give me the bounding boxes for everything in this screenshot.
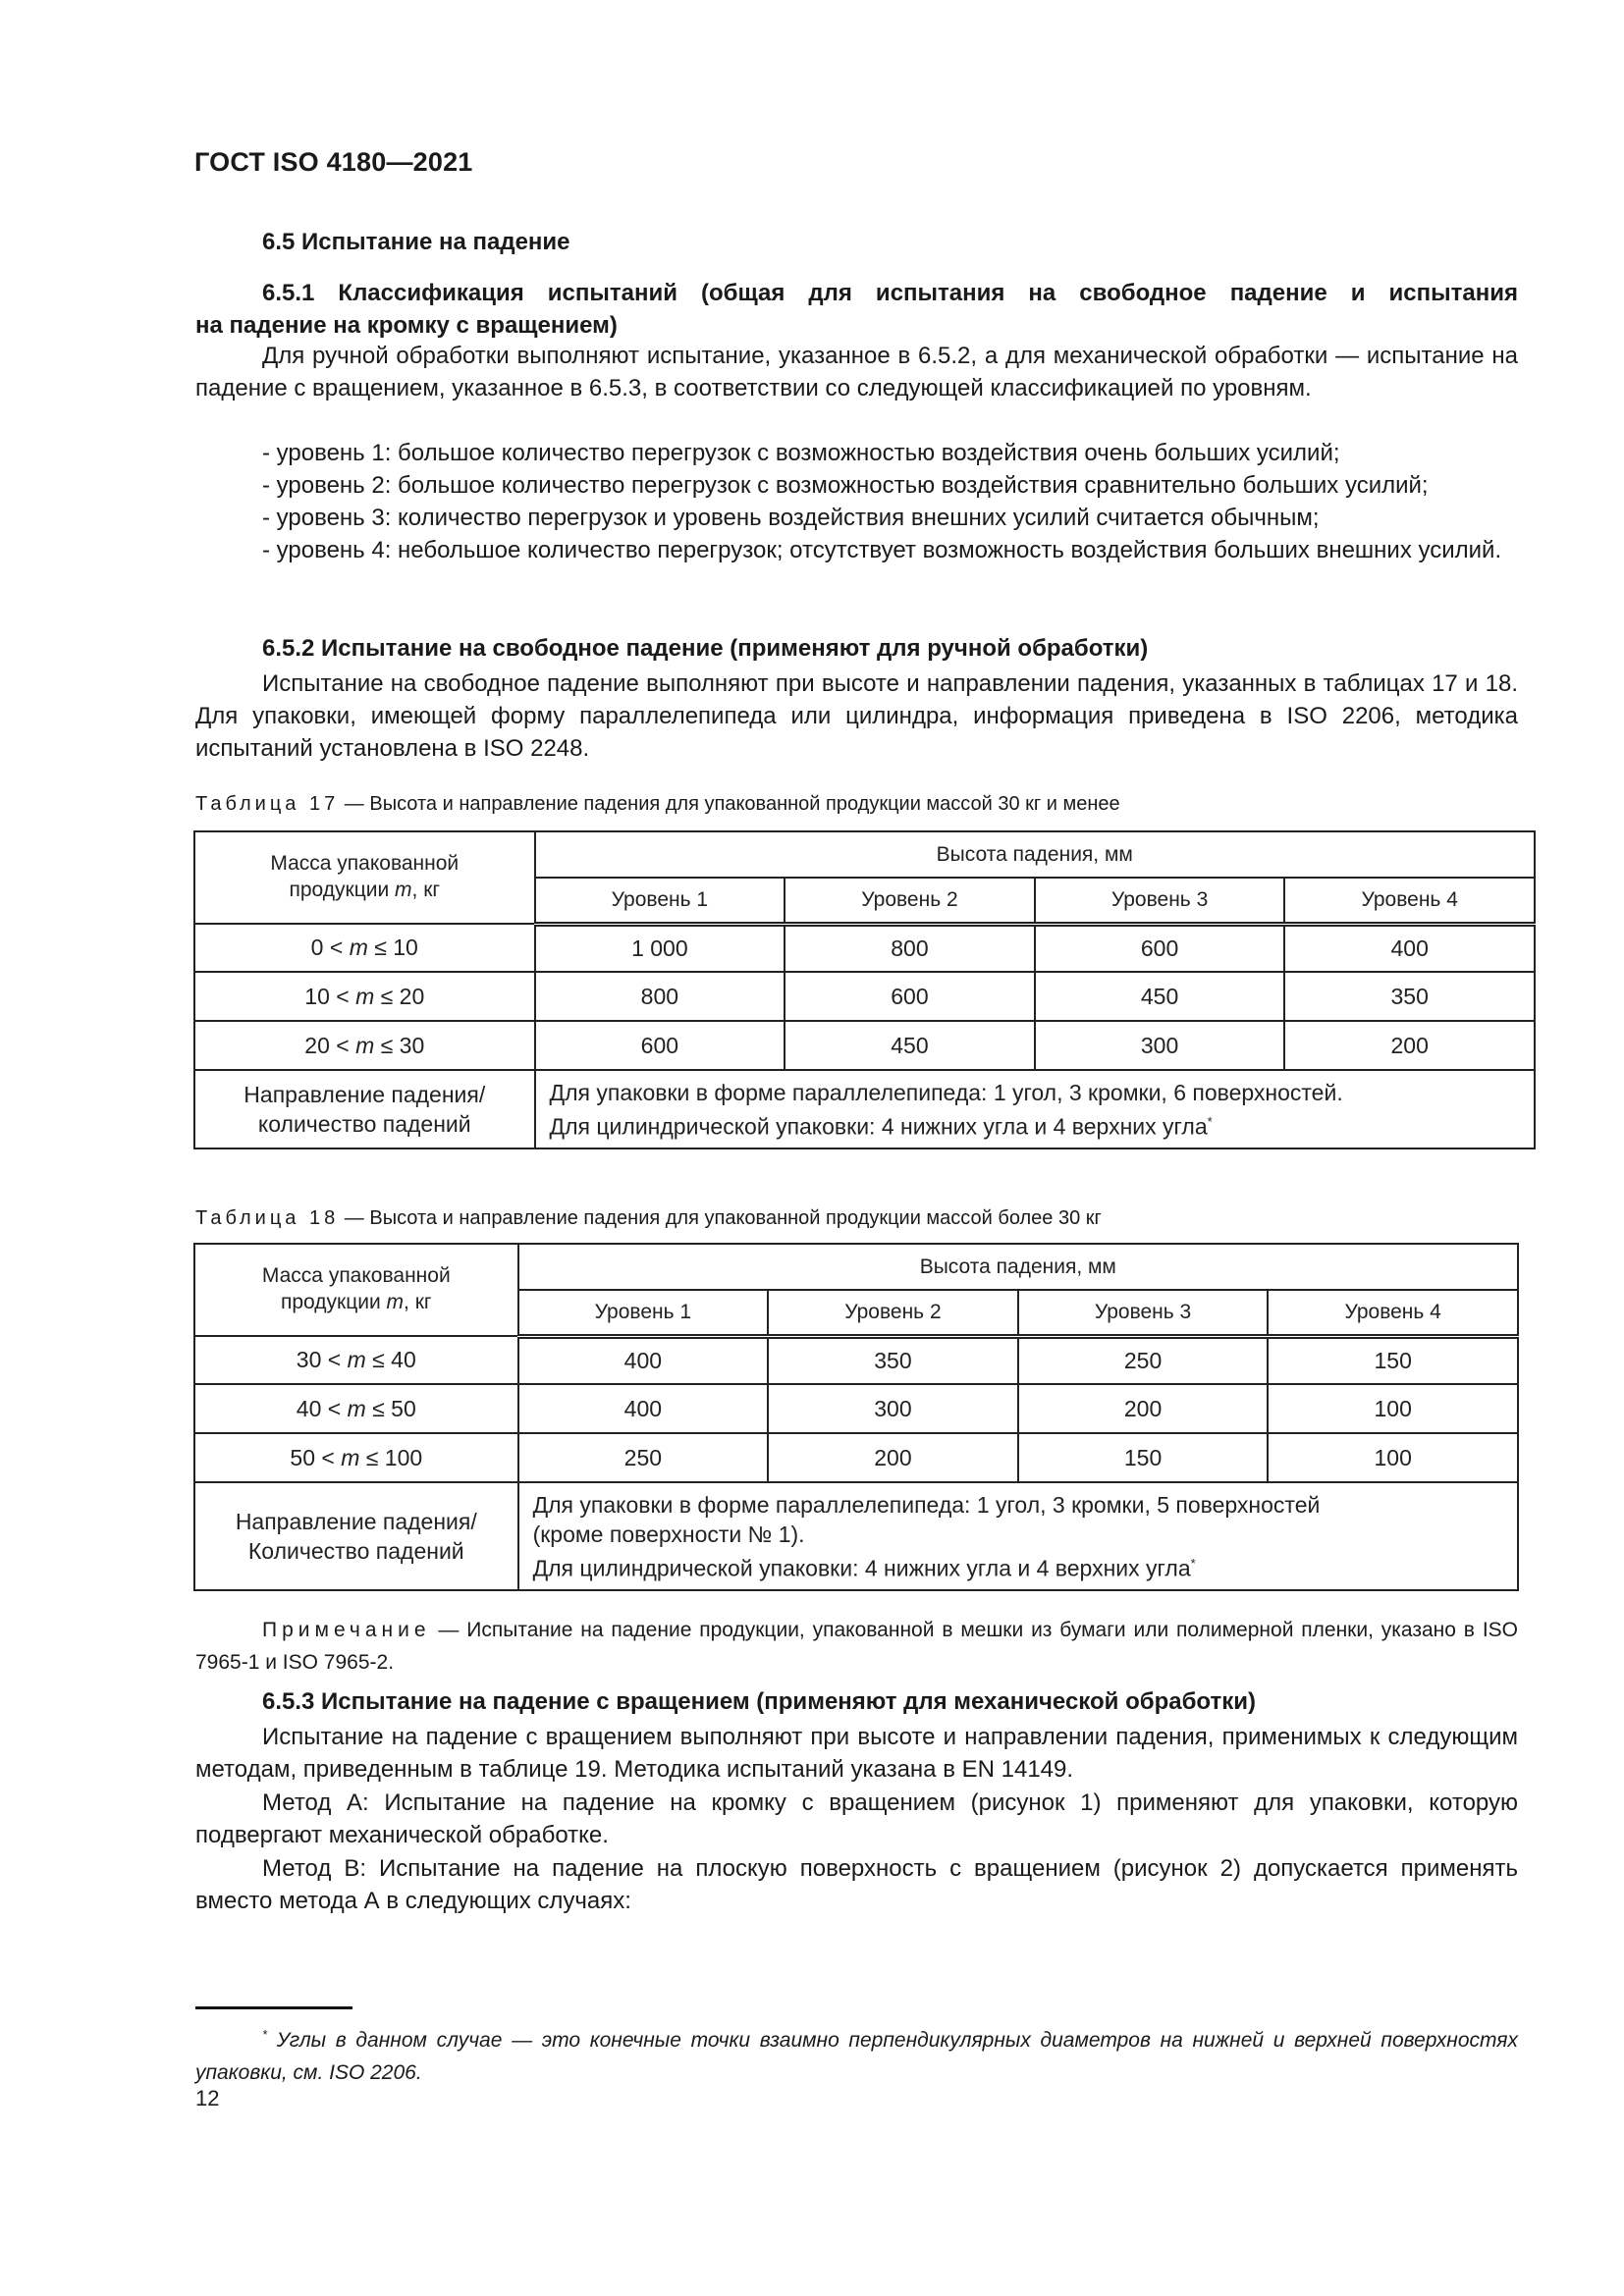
height-value: 400 [518, 1384, 769, 1433]
height-value: 450 [785, 1021, 1035, 1070]
table-18-mass-header [194, 1244, 518, 1336]
table-18-caption-text: — Высота и направление падения для упакованной продукции массой более 30 кг [339, 1207, 1102, 1229]
direction-label-line2: количество падений [257, 1111, 471, 1137]
mass-lo: 10 < [304, 983, 356, 1009]
height-value: 350 [768, 1336, 1018, 1384]
height-value: 600 [785, 972, 1035, 1021]
level-header: Уровень 2 [768, 1290, 1018, 1336]
height-value: 150 [1018, 1433, 1269, 1482]
height-value: 300 [768, 1384, 1018, 1433]
height-value: 250 [1018, 1336, 1269, 1384]
mass-hi: ≤ 100 [359, 1444, 423, 1470]
footnote [195, 2018, 1518, 2089]
level-item-1: - уровень 1: большое количество перегрузок с возможностью воздействия очень больших усилий; [262, 440, 1340, 466]
section-6-5-1-title-line1: 6.5.1 Классификация испытаний (общая для испытания на свободное падение и испытания [262, 280, 1518, 306]
mass-hi: ≤ 10 [367, 934, 418, 960]
level-item-3: - уровень 3: количество перегрузок и уровень воздействия внешних усилий считается обычным; [262, 505, 1320, 531]
table-row [194, 1433, 1518, 1482]
mass-variable: m [395, 879, 412, 901]
level-header: Уровень 1 [535, 878, 785, 924]
height-value: 300 [1035, 1021, 1285, 1070]
direction-line1: Для упаковки в форме параллелепипеда: 1 угол, 3 кромки, 6 поверхностей. [549, 1079, 1343, 1105]
footnote-separator [195, 2006, 352, 2009]
height-value: 450 [1035, 972, 1285, 1021]
table-row [194, 972, 1535, 1021]
level-header: Уровень 4 [1284, 878, 1535, 924]
direction-label [194, 1070, 535, 1148]
level-item-4: - уровень 4: небольшое количество перегрузок; отсутствует возможность воздействия больших внешних усилий. [262, 537, 1502, 563]
note-label: Примечание [262, 1619, 431, 1641]
document-header: ГОСТ ISO 4180—2021 [194, 147, 473, 177]
mass-header-post: , кг [404, 1291, 432, 1313]
level-header: Уровень 3 [1018, 1290, 1269, 1336]
height-value: 400 [1284, 924, 1535, 972]
table-17-caption-text: — Высота и направление падения для упакованной продукции массой 30 кг и менее [339, 793, 1120, 815]
footnote-text: Углы в данном случае — это конечные точки взаимно перпендикулярных диаметров на нижней и верхней поверхностях упаковки, см. ISO 2206. [195, 2029, 1518, 2084]
mass-header-line2 [195, 1289, 517, 1315]
direction-line2 [550, 1107, 1534, 1142]
height-value: 100 [1268, 1433, 1518, 1482]
direction-label-line2: Количество падений [247, 1538, 464, 1564]
direction-text [535, 1070, 1535, 1148]
section-6-5-title: 6.5 Испытание на падение [262, 229, 570, 255]
height-value: 150 [1268, 1336, 1518, 1384]
mass-variable: m [341, 1444, 360, 1470]
direction-line3-text: Для цилиндрической упаковки: 4 нижних угла и 4 верхних угла [532, 1555, 1191, 1581]
page-number: 12 [195, 2086, 220, 2110]
mass-variable: m [355, 1032, 375, 1058]
mass-lo: 40 < [296, 1395, 348, 1421]
height-value: 600 [1035, 924, 1285, 972]
mass-header-pre: продукции [289, 879, 396, 901]
table-row-direction [194, 1482, 1518, 1590]
mass-range [194, 1433, 518, 1482]
mass-hi: ≤ 20 [374, 983, 425, 1009]
table-18-label: Таблица 18 [195, 1207, 340, 1229]
height-value: 600 [535, 1021, 785, 1070]
mass-variable: m [347, 1347, 366, 1372]
table-17-height-header: Высота падения, мм [535, 831, 1535, 878]
mass-header-pre: продукции [280, 1291, 387, 1313]
level-list [195, 437, 1518, 566]
height-value: 800 [785, 924, 1035, 972]
footnote-mark[interactable]: * [1207, 1113, 1213, 1129]
mass-range [194, 1384, 518, 1433]
mass-hi: ≤ 40 [365, 1347, 416, 1372]
table-18-height-header: Высота падения, мм [518, 1244, 1518, 1290]
mass-lo: 30 < [296, 1347, 348, 1372]
level-header: Уровень 1 [518, 1290, 769, 1336]
footnote-mark[interactable]: * [1190, 1555, 1196, 1571]
direction-line1: Для упаковки в форме параллелепипеда: 1 угол, 3 кромки, 5 поверхностей [532, 1491, 1321, 1518]
table-17-mass-header [194, 831, 535, 924]
height-value: 200 [1018, 1384, 1269, 1433]
section-6-5-1-intro: Для ручной обработки выполняют испытание, указанное в 6.5.2, а для механической обработки — испытание на падение с вращением, указанное в 6.5.3, в соответствии со следующей классификацией по уровням. [195, 343, 1518, 401]
mass-lo: 50 < [290, 1444, 342, 1470]
table-row-direction [194, 1070, 1535, 1148]
mass-header-line2 [195, 877, 534, 903]
mass-range [194, 972, 535, 1021]
direction-line2-text: Для цилиндрической упаковки: 4 нижних угла и 4 верхних угла [549, 1113, 1208, 1140]
level-header: Уровень 3 [1035, 878, 1285, 924]
height-value: 250 [518, 1433, 769, 1482]
direction-text [518, 1482, 1518, 1590]
height-value: 800 [535, 972, 785, 1021]
footnote-mark: * [262, 2027, 268, 2042]
table-17-caption [195, 793, 1120, 816]
height-value: 1 000 [535, 924, 785, 972]
mass-hi: ≤ 30 [374, 1032, 425, 1058]
section-6-5-1-title [195, 277, 1518, 342]
method-a: Метод А: Испытание на падение на кромку с вращением (рисунок 1) применяют для упаковки, которую подвергают механической обработке. [195, 1789, 1518, 1848]
height-value: 200 [1284, 1021, 1535, 1070]
mass-lo: 20 < [304, 1032, 356, 1058]
height-value: 400 [518, 1336, 769, 1384]
mass-range [194, 1336, 518, 1384]
mass-header-line1: Масса упакованной [270, 852, 460, 875]
mass-variable: m [349, 934, 368, 960]
note-text: — Испытание на падение продукции, упакованной в мешки из бумаги или полимерной пленки, указано в ISO 7965-1 и ISO 7965-2. [195, 1619, 1518, 1674]
mass-header-line1: Масса упакованной [261, 1264, 451, 1287]
height-value: 100 [1268, 1384, 1518, 1433]
level-header: Уровень 4 [1268, 1290, 1518, 1336]
table-row [194, 1384, 1518, 1433]
table-row [194, 1336, 1518, 1384]
mass-variable: m [347, 1395, 366, 1421]
direction-line2: (кроме поверхности № 1). [532, 1521, 805, 1547]
table-row [194, 924, 1535, 972]
mass-variable: m [386, 1291, 405, 1313]
mass-header-post: , кг [411, 879, 441, 901]
mass-range [194, 924, 535, 972]
method-b: Метод В: Испытание на падение на плоскую поверхность с вращением (рисунок 2) допускается применять вместо метода А в следующих случаях: [195, 1855, 1518, 1914]
table-18 [193, 1243, 1519, 1591]
table-row [194, 1021, 1535, 1070]
section-6-5-3-title: 6.5.3 Испытание на падение с вращением (применяют для механической обработки) [262, 1688, 1256, 1715]
mass-variable: m [355, 983, 375, 1009]
direction-line3 [533, 1549, 1517, 1583]
direction-label-line1: Направление падения/ [244, 1082, 486, 1107]
section-6-5-1-title-line2: на падение на кромку с вращением) [195, 312, 618, 339]
mass-range [194, 1021, 535, 1070]
table-17-label: Таблица 17 [195, 793, 340, 815]
section-6-5-2-body: Испытание на свободное падение выполняют при высоте и направлении падения, указанных в таблицах 17 и 18. Для упаковки, имеющей форму параллелепипеда или цилиндра, информация приведена в ISO 2206, методика испытаний установлена в ISO 2248. [195, 670, 1518, 762]
note [195, 1614, 1518, 1679]
mass-hi: ≤ 50 [365, 1395, 416, 1421]
direction-label-line1: Направление падения/ [235, 1509, 477, 1534]
height-value: 200 [768, 1433, 1018, 1482]
level-header: Уровень 2 [785, 878, 1035, 924]
direction-label [194, 1482, 518, 1590]
table-18-caption [195, 1207, 1102, 1230]
level-item-2: - уровень 2: большое количество перегрузок с возможностью воздействия сравнительно больших усилий; [262, 472, 1429, 499]
height-value: 350 [1284, 972, 1535, 1021]
section-6-5-3-body: Испытание на падение с вращением выполняют при высоте и направлении падения, применимых к следующим методам, приведенным в таблице 19. Методика испытаний указана в EN 14149. [195, 1724, 1518, 1783]
table-17 [193, 830, 1536, 1149]
section-6-5-2-title: 6.5.2 Испытание на свободное падение (применяют для ручной обработки) [262, 635, 1149, 662]
mass-lo: 0 < [310, 934, 350, 960]
